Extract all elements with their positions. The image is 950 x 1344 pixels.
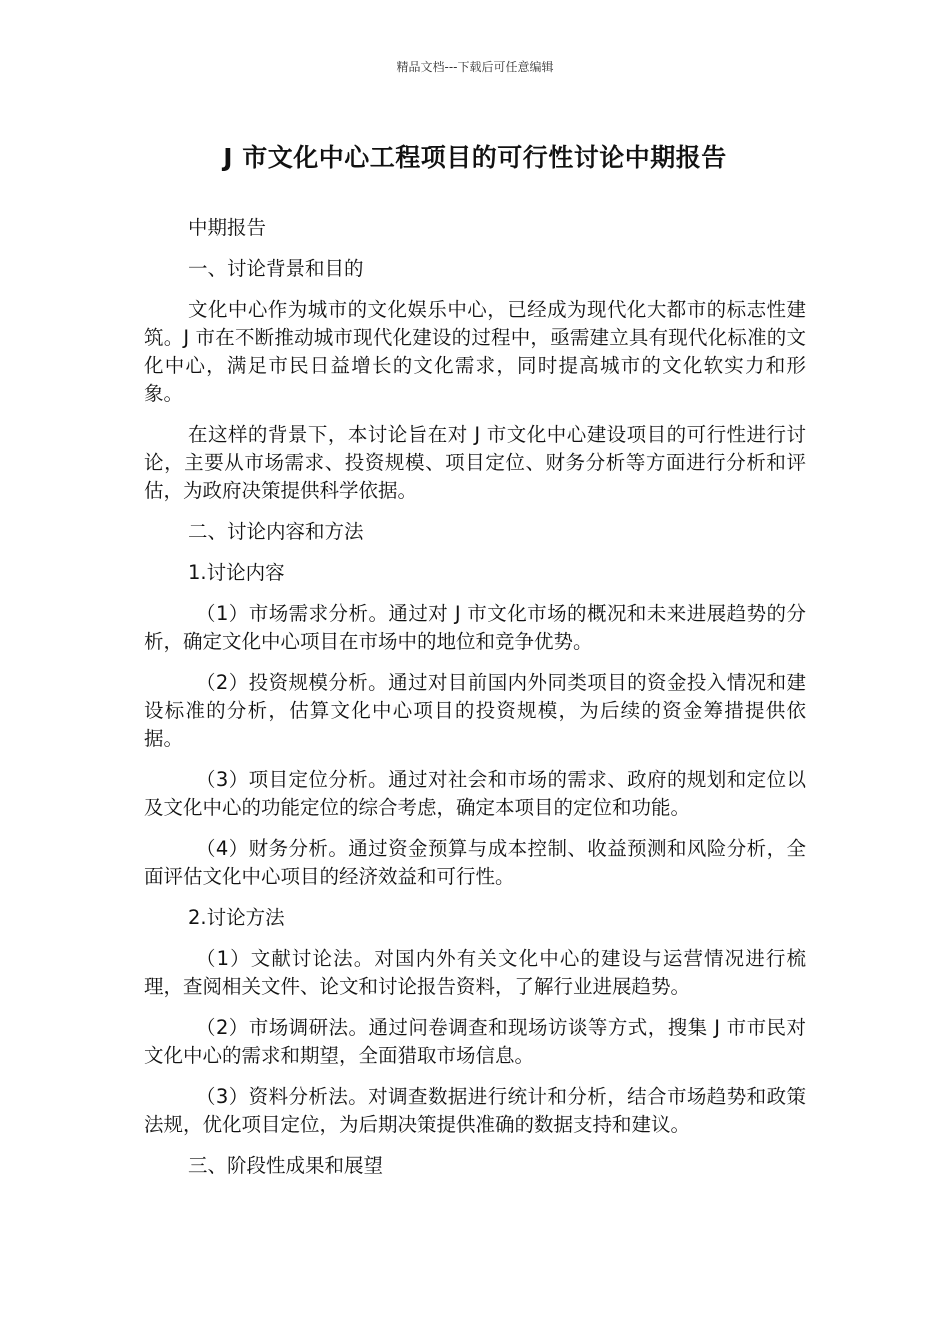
body-paragraph: 在这样的背景下，本讨论旨在对 J 市文化中心建设项目的可行性进行讨论，主要从市场需求、投资规模、项目定位、财务分析等方面进行分析和评估，为政府决策提供科学依据。 <box>144 423 806 502</box>
document-body <box>144 214 806 1193</box>
list-item: （1）文献讨论法。对国内外有关文化中心的建设与运营情况进行梳理，查阅相关文件、论文和讨论报告资料，了解行业进展趋势。 <box>144 947 806 998</box>
document-title: J 市文化中心工程项目的可行性讨论中期报告 <box>223 143 727 172</box>
section-heading: 二、讨论内容和方法 <box>188 520 364 543</box>
list-item: （2）投资规模分析。通过对目前国内外同类项目的资金投入情况和建设标准的分析，估算文化中心项目的投资规模，为后续的资金筹措提供依据。 <box>144 671 806 750</box>
list-item: （1）市场需求分析。通过对 J 市文化市场的概况和未来进展趋势的分析，确定文化中心项目在市场中的地位和竞争优势。 <box>144 602 806 653</box>
list-item: （3）资料分析法。对调查数据进行统计和分析，结合市场趋势和政策法规，优化项目定位，为后期决策提供准确的数据支持和建议。 <box>144 1085 806 1136</box>
section-label: 中期报告 <box>188 216 267 239</box>
section-heading: 一、讨论背景和目的 <box>188 257 364 280</box>
header-note: 精品文档---下载后可任意编辑 <box>396 60 554 74</box>
section-heading: 三、阶段性成果和展望 <box>188 1154 384 1177</box>
body-paragraph: 文化中心作为城市的文化娱乐中心，已经成为现代化大都市的标志性建筑。J 市在不断推动城市现代化建设的过程中，亟需建立具有现代化标准的文化中心，满足市民日益增长的文化需求，同时提高城市的文化软实力和形象。 <box>144 298 806 405</box>
list-item: （3）项目定位分析。通过对社会和市场的需求、政府的规划和定位以及文化中心的功能定位的综合考虑，确定本项目的定位和功能。 <box>144 768 806 819</box>
list-item: （2）市场调研法。通过问卷调查和现场访谈等方式，搜集 J 市市民对文化中心的需求和期望，全面猎取市场信息。 <box>144 1016 806 1067</box>
list-item: （4）财务分析。通过资金预算与成本控制、收益预测和风险分析，全面评估文化中心项目的经济效益和可行性。 <box>144 837 806 888</box>
subsection-heading: 2.讨论方法 <box>188 906 285 929</box>
subsection-heading: 1.讨论内容 <box>188 561 285 584</box>
